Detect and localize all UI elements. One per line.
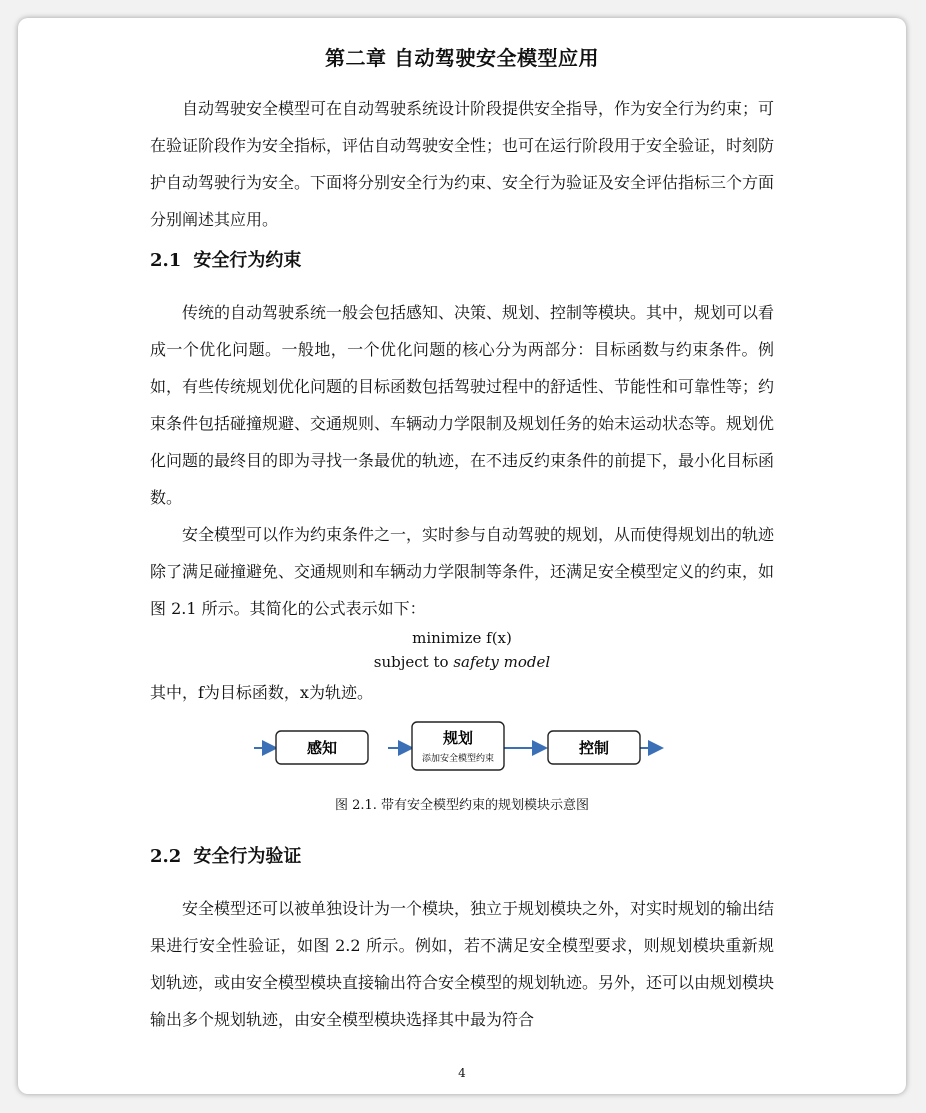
page-number: 4 [458, 1066, 466, 1080]
formula-constraint-prefix: subject to [373, 653, 454, 671]
document-page [18, 18, 906, 1094]
formula-explanation: 其中，f为目标函数，x为轨迹。 [150, 683, 373, 702]
figure-caption: 图 2.1. 带有安全模型约束的规划模块示意图 [334, 798, 590, 813]
formula-constraint-term: safety model [453, 653, 551, 671]
chapter-title: 第二章 自动驾驶安全模型应用 [325, 46, 599, 70]
figure-2-1 [150, 718, 774, 788]
section-title: 安全行为验证 [193, 846, 302, 867]
intro-paragraph: 自动驾驶安全模型可在自动驾驶系统设计阶段提供安全指导，作为安全行为约束；可在验证阶段作为安全指标，评估自动驾驶安全性；也可在运行阶段用于安全验证，时刻防护自动驾驶行为安全。下面将分别安全行为约束、安全行为验证及安全评估指标三个方面分别阐述其应用。 [150, 99, 775, 229]
section-heading-2-2 [150, 842, 301, 868]
section-heading-2-1 [150, 246, 301, 272]
section-title: 安全行为约束 [193, 250, 302, 271]
formula-constraint [150, 650, 774, 674]
section-2-2-paragraph-1: 安全模型还可以被单独设计为一个模块，独立于规划模块之外，对实时规划的输出结果进行安全性验证，如图 2.2 所示。例如，若不满足安全模型要求，则规划模块重新规划轨迹，或由安全模型模块直接输出符合安全模型的规划轨迹。另外，还可以由规划模块输出多个规划轨迹，由安全模型模块选择其中最为符合 [150, 899, 775, 1029]
control-label: 控制 [578, 739, 610, 757]
section-2-1-paragraph-1: 传统的自动驾驶系统一般会包括感知、决策、规划、控制等模块。其中，规划可以看成一个优化问题。一般地，一个优化问题的核心分为两部分：目标函数与约束条件。例如，有些传统规划优化问题的目标函数包括驾驶过程中的舒适性、节能性和可靠性等；约束条件包括碰撞规避、交通规则、车辆动力学限制及规划任务的始末运动状态等。规划优化问题的最终目的即为寻找一条最优的轨迹，在不违反约束条件的前提下，最小化目标函数。 [150, 303, 775, 507]
section-number: 2.1 [150, 250, 182, 271]
planning-sublabel: 添加安全模型约束 [421, 754, 495, 764]
planning-module-diagram [150, 718, 774, 788]
formula [150, 626, 774, 674]
formula-objective: minimize f(x) [412, 629, 512, 647]
section-2-1-paragraph-2: 安全模型可以作为约束条件之一，实时参与自动驾驶的规划，从而使得规划出的轨迹除了满足碰撞避免、交通规则和车辆动力学限制等条件，还满足安全模型定义的约束，如图 2.1 所示。其简化的公式表示如下： [150, 525, 775, 618]
perception-label: 感知 [306, 739, 338, 757]
section-number: 2.2 [150, 846, 182, 867]
planning-label: 规划 [442, 729, 474, 747]
